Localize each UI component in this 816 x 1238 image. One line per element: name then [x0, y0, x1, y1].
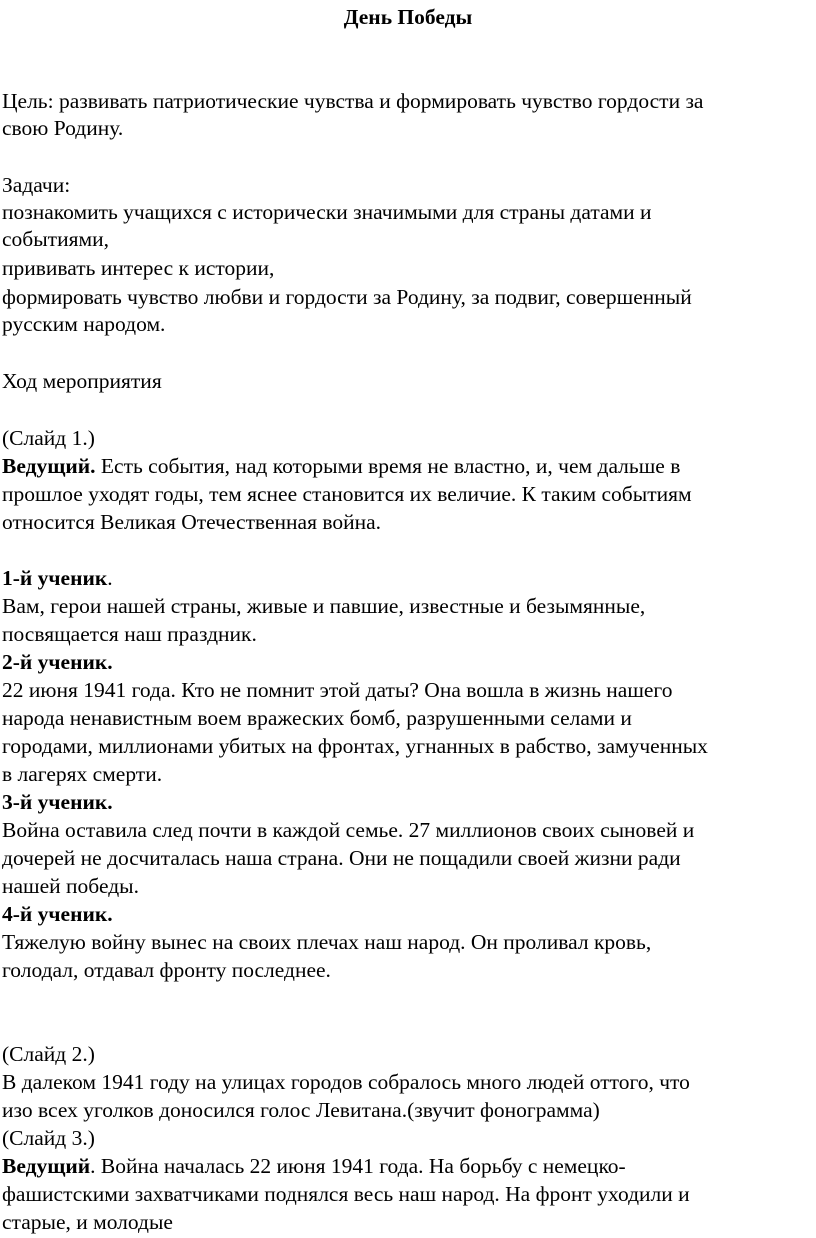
slide-1-line-3: относится Великая Отечественная война. [2, 510, 382, 534]
student-1-line-1: Вам, герои нашей страны, живые и павшие, известные и безымянные, [2, 594, 646, 618]
speaker-student-2: 2-й ученик. [2, 650, 113, 674]
course-heading: Ход мероприятия [2, 369, 162, 393]
student-2-speaker-line [2, 649, 113, 676]
student-3-speaker-line [2, 789, 113, 816]
goal-line-1: Цель: развивать патриотические чувства и формировать чувство гордости за [2, 89, 704, 113]
speaker-host: Ведущий. [2, 454, 96, 478]
student-3-line-2: дочерей не досчиталась наша страна. Они не пощадили своей жизни ради [2, 846, 681, 870]
student-2-line-3: городами, миллионами убитых на фронтах, угнанных в рабство, замученных [2, 734, 708, 758]
student-1-speaker-line [2, 565, 113, 592]
student-2-line-4: в лагерях смерти. [2, 762, 163, 786]
slide-3-line-1 [2, 1153, 626, 1180]
student-1-punct: . [107, 566, 113, 590]
tasks-line-5: русским народом. [2, 312, 166, 336]
slide-2-label: (Слайд 2.) [2, 1042, 95, 1066]
slide-3-label: (Слайд 3.) [2, 1126, 95, 1150]
slide-3-text: . Война началась 22 июня 1941 года. На борьбу с немецко- [90, 1154, 626, 1178]
student-4-speaker-line [2, 901, 113, 928]
speaker-student-4: 4-й ученик. [2, 902, 113, 926]
slide-1-text: Есть события, над которыми время не властно, и, чем дальше в [95, 454, 681, 478]
slide-3-line-3: старые, и молодые [2, 1210, 173, 1234]
tasks-heading: Задачи: [2, 173, 71, 197]
tasks-line-1: познакомить учащихся с исторически значимыми для страны датами и [2, 200, 652, 224]
student-2-line-1: 22 июня 1941 года. Кто не помнит этой даты? Она вошла в жизнь нашего [2, 678, 673, 702]
speaker-student-3: 3-й ученик. [2, 790, 113, 814]
slide-2-line-1: В далеком 1941 году на улицах городов собралось много людей оттого, что [2, 1070, 690, 1094]
student-1-line-2: посвящается наш праздник. [2, 622, 257, 646]
slide-1-line-2: прошлое уходят годы, тем яснее становится их величие. К таким событиям [2, 482, 692, 506]
slide-1-line-1 [2, 453, 680, 480]
tasks-line-3: прививать интерес к истории, [2, 256, 275, 280]
student-3-line-3: нашей победы. [2, 874, 139, 898]
slide-1-label: (Слайд 1.) [2, 426, 95, 450]
slide-3-line-2: фашистскими захватчиками поднялся весь наш народ. На фронт уходили и [2, 1182, 690, 1206]
speaker-host-2: Ведущий [2, 1154, 91, 1178]
goal-line-2: свою Родину. [2, 116, 124, 140]
speaker-student-1: 1-й ученик [2, 566, 108, 590]
tasks-line-4: формировать чувство любви и гордости за Родину, за подвиг, совершенный [2, 285, 692, 309]
document-title: День Победы [343, 5, 473, 29]
student-3-line-1: Война оставила след почти в каждой семье. 27 миллионов своих сыновей и [2, 818, 695, 842]
student-2-line-2: народа ненавистным воем вражеских бомб, разрушенными селами и [2, 706, 632, 730]
tasks-line-2: событиями, [2, 227, 109, 251]
student-4-line-2: голодал, отдавал фронту последнее. [2, 958, 331, 982]
slide-2-line-2: изо всех уголков доносился голос Левитана.(звучит фонограмма) [2, 1098, 600, 1122]
student-4-line-1: Тяжелую войну вынес на своих плечах наш народ. Он проливал кровь, [2, 930, 652, 954]
